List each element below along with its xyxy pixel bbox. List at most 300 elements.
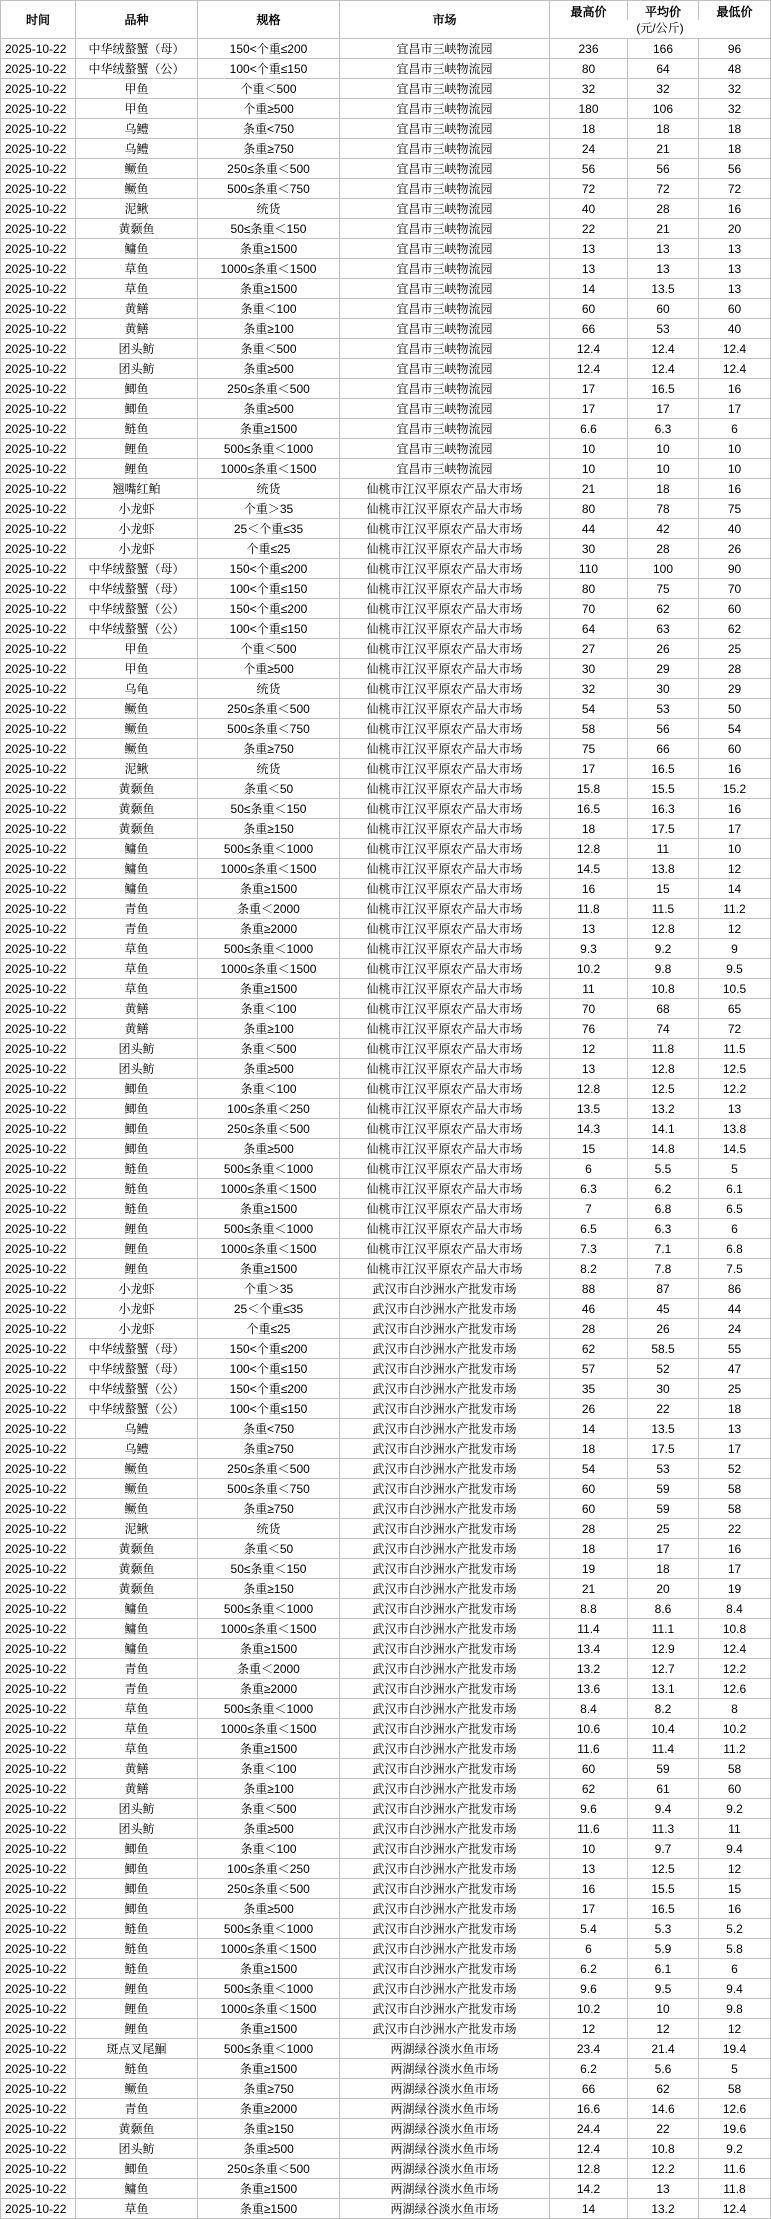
spec-cell: 50≤条重＜150 — [198, 799, 340, 819]
variety-cell: 泥鳅 — [76, 1519, 198, 1539]
date-cell: 2025-10-22 — [1, 1639, 76, 1659]
avg-price-cell: 12.5 — [628, 1859, 699, 1879]
market-cell: 武汉市白沙洲水产批发市场 — [340, 1839, 550, 1859]
max-price-cell: 9.6 — [550, 1799, 628, 1819]
max-price-cell: 22 — [550, 219, 628, 239]
avg-price-cell: 5.5 — [628, 1159, 699, 1179]
max-price-cell: 8.8 — [550, 1599, 628, 1619]
max-price-cell: 23.4 — [550, 2039, 628, 2059]
avg-price-cell: 21 — [628, 139, 699, 159]
variety-cell: 鲢鱼 — [76, 1199, 198, 1219]
spec-cell: 条重≥750 — [198, 1499, 340, 1519]
max-price-cell: 44 — [550, 519, 628, 539]
min-price-cell: 65 — [699, 999, 771, 1019]
variety-cell: 青鱼 — [76, 899, 198, 919]
spec-cell: 500≤条重＜1000 — [198, 1219, 340, 1239]
min-price-cell: 19.4 — [699, 2039, 771, 2059]
min-price-cell: 14.5 — [699, 1139, 771, 1159]
market-cell: 宜昌市三峡物流园 — [340, 379, 550, 399]
max-price-cell: 60 — [550, 1759, 628, 1779]
spec-cell: 条重<750 — [198, 1419, 340, 1439]
variety-cell: 中华绒螯蟹（公） — [76, 599, 198, 619]
table-row — [1, 839, 771, 859]
avg-price-cell: 13.8 — [628, 859, 699, 879]
table-row — [1, 879, 771, 899]
date-cell: 2025-10-22 — [1, 1919, 76, 1939]
table-row — [1, 1599, 771, 1619]
spec-cell: 统货 — [198, 1519, 340, 1539]
max-price-cell: 21 — [550, 479, 628, 499]
variety-cell: 中华绒螯蟹（母） — [76, 39, 198, 59]
avg-price-cell: 5.6 — [628, 2059, 699, 2079]
avg-price-cell: 22 — [628, 2119, 699, 2139]
avg-price-cell: 87 — [628, 1279, 699, 1299]
table-row — [1, 479, 771, 499]
max-price-cell: 75 — [550, 739, 628, 759]
market-cell: 武汉市白沙洲水产批发市场 — [340, 1819, 550, 1839]
min-price-cell: 17 — [699, 819, 771, 839]
min-price-cell: 40 — [699, 319, 771, 339]
variety-cell: 草鱼 — [76, 959, 198, 979]
market-cell: 仙桃市江汉平原农产品大市场 — [340, 1159, 550, 1179]
table-row — [1, 1159, 771, 1179]
variety-cell: 黄鳝 — [76, 1019, 198, 1039]
market-cell: 宜昌市三峡物流园 — [340, 199, 550, 219]
min-price-cell: 32 — [699, 99, 771, 119]
market-cell: 宜昌市三峡物流园 — [340, 179, 550, 199]
header-price-unit: (元/公斤) — [550, 20, 771, 39]
max-price-cell: 58 — [550, 719, 628, 739]
date-cell: 2025-10-22 — [1, 519, 76, 539]
variety-cell: 中华绒螯蟹（母） — [76, 579, 198, 599]
table-row — [1, 1959, 771, 1979]
spec-cell: 500≤条重＜750 — [198, 1479, 340, 1499]
spec-cell: 1000≤条重＜1500 — [198, 1239, 340, 1259]
min-price-cell: 12.2 — [699, 1079, 771, 1099]
date-cell: 2025-10-22 — [1, 1239, 76, 1259]
spec-cell: 1000≤条重＜1500 — [198, 959, 340, 979]
max-price-cell: 80 — [550, 579, 628, 599]
table-row — [1, 1259, 771, 1279]
market-cell: 武汉市白沙洲水产批发市场 — [340, 1599, 550, 1619]
avg-price-cell: 75 — [628, 579, 699, 599]
market-cell: 仙桃市江汉平原农产品大市场 — [340, 779, 550, 799]
spec-cell: 150<个重≤200 — [198, 559, 340, 579]
min-price-cell: 8.4 — [699, 1599, 771, 1619]
market-cell: 武汉市白沙洲水产批发市场 — [340, 1959, 550, 1979]
max-price-cell: 24 — [550, 139, 628, 159]
max-price-cell: 16.5 — [550, 799, 628, 819]
spec-cell: 1000≤条重＜1500 — [198, 1179, 340, 1199]
date-cell: 2025-10-22 — [1, 739, 76, 759]
variety-cell: 青鱼 — [76, 1659, 198, 1679]
min-price-cell: 47 — [699, 1359, 771, 1379]
max-price-cell: 14 — [550, 1419, 628, 1439]
market-cell: 仙桃市江汉平原农产品大市场 — [340, 559, 550, 579]
max-price-cell: 16 — [550, 1879, 628, 1899]
market-cell: 仙桃市江汉平原农产品大市场 — [340, 1179, 550, 1199]
market-cell: 仙桃市江汉平原农产品大市场 — [340, 539, 550, 559]
market-cell: 仙桃市江汉平原农产品大市场 — [340, 1039, 550, 1059]
date-cell: 2025-10-22 — [1, 39, 76, 59]
date-cell: 2025-10-22 — [1, 159, 76, 179]
market-cell: 武汉市白沙洲水产批发市场 — [340, 1719, 550, 1739]
spec-cell: 条重＜100 — [198, 299, 340, 319]
avg-price-cell: 17.5 — [628, 1439, 699, 1459]
market-cell: 武汉市白沙洲水产批发市场 — [340, 1899, 550, 1919]
header-market: 市场 — [340, 1, 550, 39]
max-price-cell: 13 — [550, 259, 628, 279]
avg-price-cell: 12.8 — [628, 1059, 699, 1079]
date-cell: 2025-10-22 — [1, 1219, 76, 1239]
table-row — [1, 119, 771, 139]
spec-cell: 150<个重≤200 — [198, 1379, 340, 1399]
spec-cell: 100<个重≤150 — [198, 619, 340, 639]
market-cell: 武汉市白沙洲水产批发市场 — [340, 1279, 550, 1299]
min-price-cell: 5.2 — [699, 1919, 771, 1939]
table-row — [1, 819, 771, 839]
variety-cell: 草鱼 — [76, 979, 198, 999]
variety-cell: 甲鱼 — [76, 99, 198, 119]
max-price-cell: 28 — [550, 1319, 628, 1339]
table-row — [1, 299, 771, 319]
min-price-cell: 13 — [699, 1419, 771, 1439]
min-price-cell: 12.5 — [699, 1059, 771, 1079]
table-row — [1, 919, 771, 939]
max-price-cell: 12.8 — [550, 839, 628, 859]
avg-price-cell: 166 — [628, 39, 699, 59]
spec-cell: 150<个重≤200 — [198, 599, 340, 619]
spec-cell: 100<个重≤150 — [198, 1359, 340, 1379]
market-cell: 武汉市白沙洲水产批发市场 — [340, 1339, 550, 1359]
market-cell: 仙桃市江汉平原农产品大市场 — [340, 499, 550, 519]
max-price-cell: 5.4 — [550, 1919, 628, 1939]
variety-cell: 翘嘴红鲌 — [76, 479, 198, 499]
date-cell: 2025-10-22 — [1, 1199, 76, 1219]
date-cell: 2025-10-22 — [1, 779, 76, 799]
max-price-cell: 60 — [550, 1499, 628, 1519]
avg-price-cell: 66 — [628, 739, 699, 759]
table-row — [1, 1519, 771, 1539]
variety-cell: 小龙虾 — [76, 1279, 198, 1299]
avg-price-cell: 62 — [628, 2079, 699, 2099]
date-cell: 2025-10-22 — [1, 2159, 76, 2179]
market-cell: 宜昌市三峡物流园 — [340, 59, 550, 79]
min-price-cell: 6 — [699, 1219, 771, 1239]
variety-cell: 小龙虾 — [76, 1319, 198, 1339]
date-cell: 2025-10-22 — [1, 2139, 76, 2159]
max-price-cell: 10.2 — [550, 1999, 628, 2019]
min-price-cell: 26 — [699, 539, 771, 559]
date-cell: 2025-10-22 — [1, 1659, 76, 1679]
date-cell: 2025-10-22 — [1, 1179, 76, 1199]
header-min-price: 最低价 — [699, 1, 771, 20]
market-cell: 两湖绿谷淡水鱼市场 — [340, 2079, 550, 2099]
date-cell: 2025-10-22 — [1, 2059, 76, 2079]
market-cell: 两湖绿谷淡水鱼市场 — [340, 2099, 550, 2119]
variety-cell: 鲫鱼 — [76, 1079, 198, 1099]
table-row — [1, 1339, 771, 1359]
avg-price-cell: 12.8 — [628, 919, 699, 939]
variety-cell: 团头鲂 — [76, 359, 198, 379]
max-price-cell: 12.4 — [550, 359, 628, 379]
spec-cell: 条重＜100 — [198, 1759, 340, 1779]
market-cell: 武汉市白沙洲水产批发市场 — [340, 1679, 550, 1699]
date-cell: 2025-10-22 — [1, 339, 76, 359]
date-cell: 2025-10-22 — [1, 2039, 76, 2059]
min-price-cell: 16 — [699, 799, 771, 819]
spec-cell: 条重＜100 — [198, 1079, 340, 1099]
max-price-cell: 12 — [550, 1039, 628, 1059]
date-cell: 2025-10-22 — [1, 1539, 76, 1559]
date-cell: 2025-10-22 — [1, 1099, 76, 1119]
avg-price-cell: 72 — [628, 179, 699, 199]
avg-price-cell: 11.8 — [628, 1039, 699, 1059]
variety-cell: 乌鳢 — [76, 119, 198, 139]
market-cell: 仙桃市江汉平原农产品大市场 — [340, 699, 550, 719]
spec-cell: 条重＜500 — [198, 339, 340, 359]
spec-cell: 100<个重≤150 — [198, 59, 340, 79]
spec-cell: 条重＜100 — [198, 1839, 340, 1859]
max-price-cell: 76 — [550, 1019, 628, 1039]
date-cell: 2025-10-22 — [1, 1139, 76, 1159]
spec-cell: 250≤条重＜500 — [198, 2159, 340, 2179]
spec-cell: 条重≥1500 — [198, 1259, 340, 1279]
avg-price-cell: 59 — [628, 1759, 699, 1779]
market-cell: 仙桃市江汉平原农产品大市场 — [340, 1079, 550, 1099]
avg-price-cell: 12.4 — [628, 339, 699, 359]
min-price-cell: 10 — [699, 459, 771, 479]
table-row — [1, 559, 771, 579]
table-row — [1, 1299, 771, 1319]
table-row — [1, 99, 771, 119]
min-price-cell: 58 — [699, 1479, 771, 1499]
spec-cell: 500≤条重＜1000 — [198, 1699, 340, 1719]
min-price-cell: 10.5 — [699, 979, 771, 999]
market-cell: 仙桃市江汉平原农产品大市场 — [340, 979, 550, 999]
market-cell: 武汉市白沙洲水产批发市场 — [340, 1979, 550, 1999]
date-cell: 2025-10-22 — [1, 1399, 76, 1419]
market-cell: 仙桃市江汉平原农产品大市场 — [340, 1259, 550, 1279]
table-row — [1, 1719, 771, 1739]
max-price-cell: 15.8 — [550, 779, 628, 799]
date-cell: 2025-10-22 — [1, 499, 76, 519]
avg-price-cell: 9.8 — [628, 959, 699, 979]
variety-cell: 乌鳢 — [76, 1439, 198, 1459]
avg-price-cell: 10 — [628, 459, 699, 479]
variety-cell: 团头鲂 — [76, 339, 198, 359]
date-cell: 2025-10-22 — [1, 1779, 76, 1799]
min-price-cell: 28 — [699, 659, 771, 679]
date-cell: 2025-10-22 — [1, 1119, 76, 1139]
market-cell: 宜昌市三峡物流园 — [340, 139, 550, 159]
min-price-cell: 17 — [699, 399, 771, 419]
variety-cell: 鳙鱼 — [76, 1599, 198, 1619]
spec-cell: 250≤条重＜500 — [198, 1119, 340, 1139]
market-cell: 两湖绿谷淡水鱼市场 — [340, 2059, 550, 2079]
spec-cell: 条重≥1500 — [198, 2059, 340, 2079]
date-cell: 2025-10-22 — [1, 1019, 76, 1039]
table-row — [1, 2199, 771, 2219]
table-row — [1, 899, 771, 919]
avg-price-cell: 10 — [628, 439, 699, 459]
avg-price-cell: 14.6 — [628, 2099, 699, 2119]
min-price-cell: 96 — [699, 39, 771, 59]
max-price-cell: 32 — [550, 79, 628, 99]
spec-cell: 条重＜100 — [198, 999, 340, 1019]
table-row — [1, 139, 771, 159]
spec-cell: 100<个重≤150 — [198, 1399, 340, 1419]
max-price-cell: 66 — [550, 2079, 628, 2099]
variety-cell: 团头鲂 — [76, 1039, 198, 1059]
date-cell: 2025-10-22 — [1, 219, 76, 239]
max-price-cell: 16.6 — [550, 2099, 628, 2119]
min-price-cell: 14 — [699, 879, 771, 899]
avg-price-cell: 26 — [628, 639, 699, 659]
date-cell: 2025-10-22 — [1, 559, 76, 579]
spec-cell: 条重≥2000 — [198, 2099, 340, 2119]
max-price-cell: 9.3 — [550, 939, 628, 959]
spec-cell: 条重≥750 — [198, 1439, 340, 1459]
avg-price-cell: 18 — [628, 1559, 699, 1579]
avg-price-cell: 17 — [628, 399, 699, 419]
min-price-cell: 13 — [699, 239, 771, 259]
table-row — [1, 1979, 771, 1999]
variety-cell: 鳜鱼 — [76, 179, 198, 199]
min-price-cell: 60 — [699, 1779, 771, 1799]
min-price-cell: 60 — [699, 739, 771, 759]
spec-cell: 50≤条重＜150 — [198, 219, 340, 239]
market-cell: 武汉市白沙洲水产批发市场 — [340, 1699, 550, 1719]
market-cell: 武汉市白沙洲水产批发市场 — [340, 1739, 550, 1759]
avg-price-cell: 13 — [628, 239, 699, 259]
avg-price-cell: 15.5 — [628, 779, 699, 799]
market-cell: 仙桃市江汉平原农产品大市场 — [340, 619, 550, 639]
min-price-cell: 12 — [699, 859, 771, 879]
min-price-cell: 11.2 — [699, 899, 771, 919]
table-row — [1, 339, 771, 359]
spec-cell: 500≤条重＜1000 — [198, 439, 340, 459]
table-header — [1, 1, 771, 39]
market-cell: 仙桃市江汉平原农产品大市场 — [340, 719, 550, 739]
min-price-cell: 17 — [699, 1439, 771, 1459]
min-price-cell: 16 — [699, 479, 771, 499]
spec-cell: 条重≥1500 — [198, 419, 340, 439]
variety-cell: 鲫鱼 — [76, 1839, 198, 1859]
date-cell: 2025-10-22 — [1, 1979, 76, 1999]
max-price-cell: 66 — [550, 319, 628, 339]
avg-price-cell: 22 — [628, 1399, 699, 1419]
date-cell: 2025-10-22 — [1, 1599, 76, 1619]
table-row — [1, 1919, 771, 1939]
spec-cell: 条重≥1500 — [198, 1739, 340, 1759]
table-row — [1, 59, 771, 79]
spec-cell: 条重≥1500 — [198, 879, 340, 899]
spec-cell: 250≤条重＜500 — [198, 699, 340, 719]
table-row — [1, 359, 771, 379]
variety-cell: 草鱼 — [76, 1739, 198, 1759]
spec-cell: 个重＜500 — [198, 639, 340, 659]
avg-price-cell: 74 — [628, 1019, 699, 1039]
date-cell: 2025-10-22 — [1, 699, 76, 719]
table-row — [1, 1319, 771, 1339]
avg-price-cell: 9.7 — [628, 1839, 699, 1859]
min-price-cell: 25 — [699, 1379, 771, 1399]
avg-price-cell: 12.2 — [628, 2159, 699, 2179]
variety-cell: 鳜鱼 — [76, 2079, 198, 2099]
max-price-cell: 16 — [550, 879, 628, 899]
max-price-cell: 12 — [550, 2019, 628, 2039]
date-cell: 2025-10-22 — [1, 199, 76, 219]
avg-price-cell: 10.8 — [628, 2139, 699, 2159]
min-price-cell: 50 — [699, 699, 771, 719]
variety-cell: 黄颡鱼 — [76, 799, 198, 819]
table-row — [1, 379, 771, 399]
min-price-cell: 6.5 — [699, 1199, 771, 1219]
date-cell: 2025-10-22 — [1, 839, 76, 859]
spec-cell: 500≤条重＜1000 — [198, 939, 340, 959]
spec-cell: 条重≥1500 — [198, 2019, 340, 2039]
variety-cell: 甲鱼 — [76, 639, 198, 659]
date-cell: 2025-10-22 — [1, 979, 76, 999]
header-variety: 品种 — [76, 1, 198, 39]
table-row — [1, 1439, 771, 1459]
market-cell: 仙桃市江汉平原农产品大市场 — [340, 959, 550, 979]
date-cell: 2025-10-22 — [1, 579, 76, 599]
spec-cell: 1000≤条重＜1500 — [198, 859, 340, 879]
table-row — [1, 1659, 771, 1679]
market-cell: 宜昌市三峡物流园 — [340, 219, 550, 239]
table-row — [1, 1779, 771, 1799]
variety-cell: 泥鳅 — [76, 759, 198, 779]
max-price-cell: 13.4 — [550, 1639, 628, 1659]
max-price-cell: 110 — [550, 559, 628, 579]
table-row — [1, 1419, 771, 1439]
date-cell: 2025-10-22 — [1, 1559, 76, 1579]
table-row — [1, 1639, 771, 1659]
spec-cell: 500≤条重＜1000 — [198, 839, 340, 859]
table-row — [1, 1139, 771, 1159]
max-price-cell: 12.8 — [550, 2159, 628, 2179]
market-cell: 武汉市白沙洲水产批发市场 — [340, 1999, 550, 2019]
max-price-cell: 6 — [550, 1939, 628, 1959]
date-cell: 2025-10-22 — [1, 659, 76, 679]
avg-price-cell: 30 — [628, 1379, 699, 1399]
market-cell: 宜昌市三峡物流园 — [340, 119, 550, 139]
avg-price-cell: 58.5 — [628, 1339, 699, 1359]
date-cell: 2025-10-22 — [1, 1159, 76, 1179]
spec-cell: 500≤条重＜1000 — [198, 1599, 340, 1619]
avg-price-cell: 11 — [628, 839, 699, 859]
date-cell: 2025-10-22 — [1, 379, 76, 399]
table-row — [1, 1559, 771, 1579]
market-cell: 武汉市白沙洲水产批发市场 — [340, 1399, 550, 1419]
variety-cell: 鲤鱼 — [76, 1259, 198, 1279]
min-price-cell: 9.2 — [699, 2139, 771, 2159]
max-price-cell: 12.4 — [550, 2139, 628, 2159]
min-price-cell: 12.4 — [699, 1639, 771, 1659]
min-price-cell: 12.4 — [699, 2199, 771, 2219]
min-price-cell: 25 — [699, 639, 771, 659]
table-row — [1, 1119, 771, 1139]
date-cell: 2025-10-22 — [1, 1059, 76, 1079]
min-price-cell: 18 — [699, 139, 771, 159]
date-cell: 2025-10-22 — [1, 1999, 76, 2019]
date-cell: 2025-10-22 — [1, 919, 76, 939]
avg-price-cell: 68 — [628, 999, 699, 1019]
min-price-cell: 11.2 — [699, 1739, 771, 1759]
table-row — [1, 39, 771, 59]
